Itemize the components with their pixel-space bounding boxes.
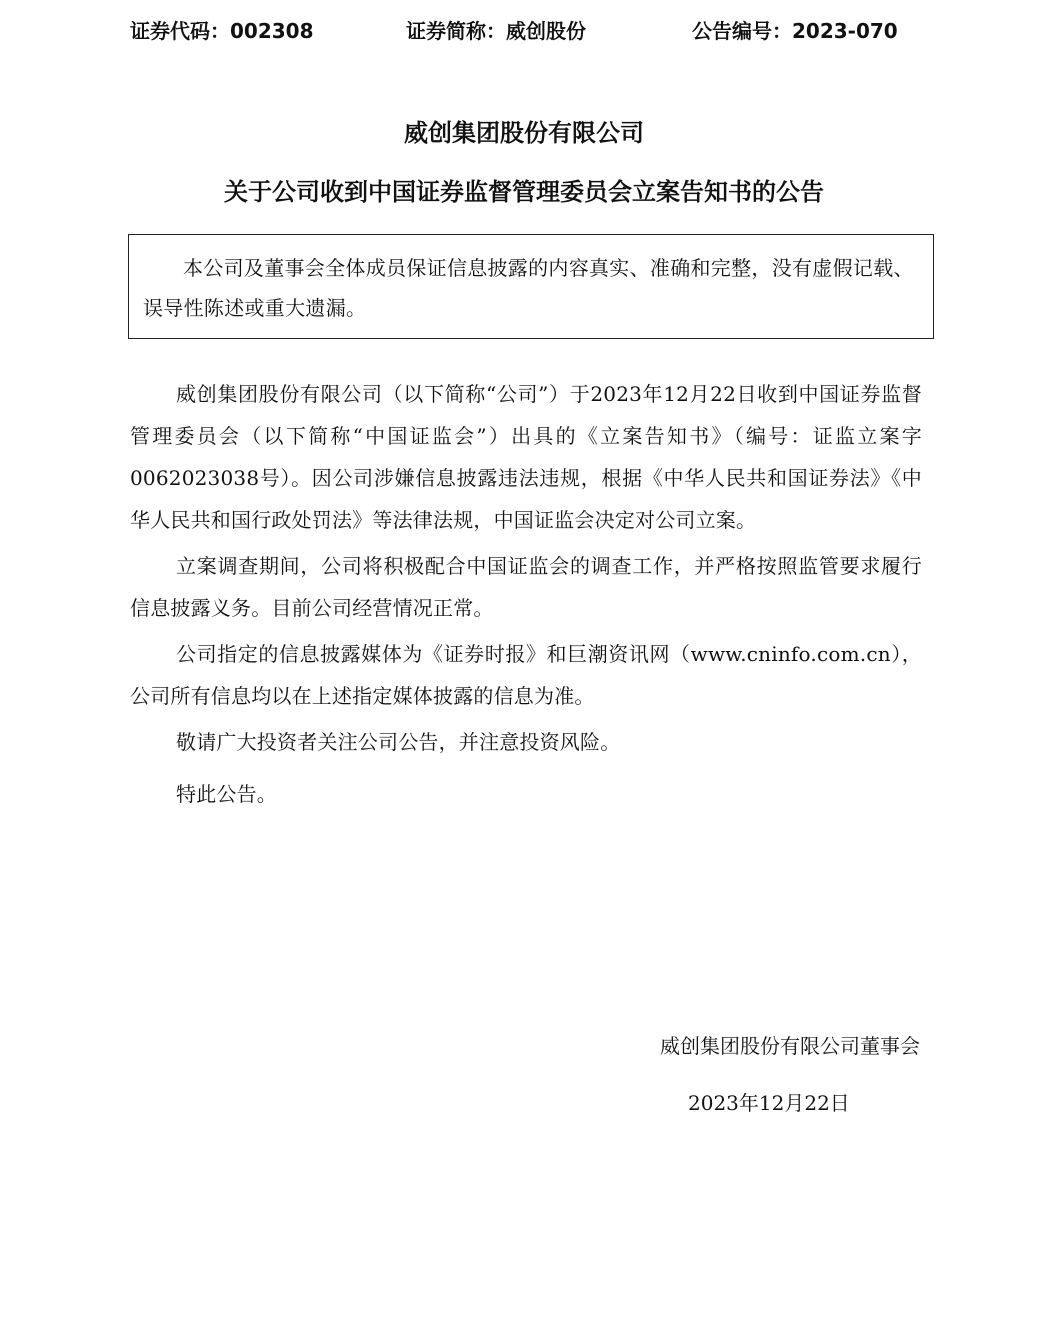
announcement-header	[130, 14, 920, 48]
board-signature: 威创集团股份有限公司董事会	[660, 1034, 920, 1058]
security-code: 证券代码：002308	[130, 19, 314, 43]
body-paragraph: 威创集团股份有限公司（以下简称“公司”）于2023年12月22日收到中国证券监督管理委员会（以下简称“中国证监会”）出具的《立案告知书》（编号：证监立案字0062023038号）。因公司涉嫌信息披露违法违规，根据《中华人民共和国证券法》《中华人民共和国行政处罚法》等法律法规，中国证监会决定对公司立案。	[130, 382, 922, 532]
security-name: 证券简称：威创股份	[406, 19, 586, 43]
disclosure-statement: 本公司及董事会全体成员保证信息披露的内容真实、准确和完整，没有虚假记载、误导性陈述或重大遗漏。	[143, 256, 914, 320]
closing-statement: 特此公告。	[176, 782, 277, 806]
body-paragraph: 公司指定的信息披露媒体为《证券时报》和巨潮资讯网（www.cninfo.com.cn），公司所有信息均以在上述指定媒体披露的信息为准。	[130, 642, 922, 708]
company-title: 威创集团股份有限公司	[404, 119, 644, 147]
announcement-date: 2023年12月22日	[688, 1091, 850, 1115]
announcement-body	[130, 373, 922, 819]
body-paragraph: 立案调查期间，公司将积极配合中国证监会的调查工作，并严格按照监管要求履行信息披露义务。目前公司经营情况正常。	[130, 554, 922, 620]
announcement-number: 公告编号：2023-070	[692, 19, 898, 43]
disclosure-statement-box	[128, 234, 934, 339]
body-paragraph: 敬请广大投资者关注公司公告，并注意投资风险。	[176, 730, 621, 754]
announcement-title: 关于公司收到中国证券监督管理委员会立案告知书的公告	[224, 178, 824, 206]
